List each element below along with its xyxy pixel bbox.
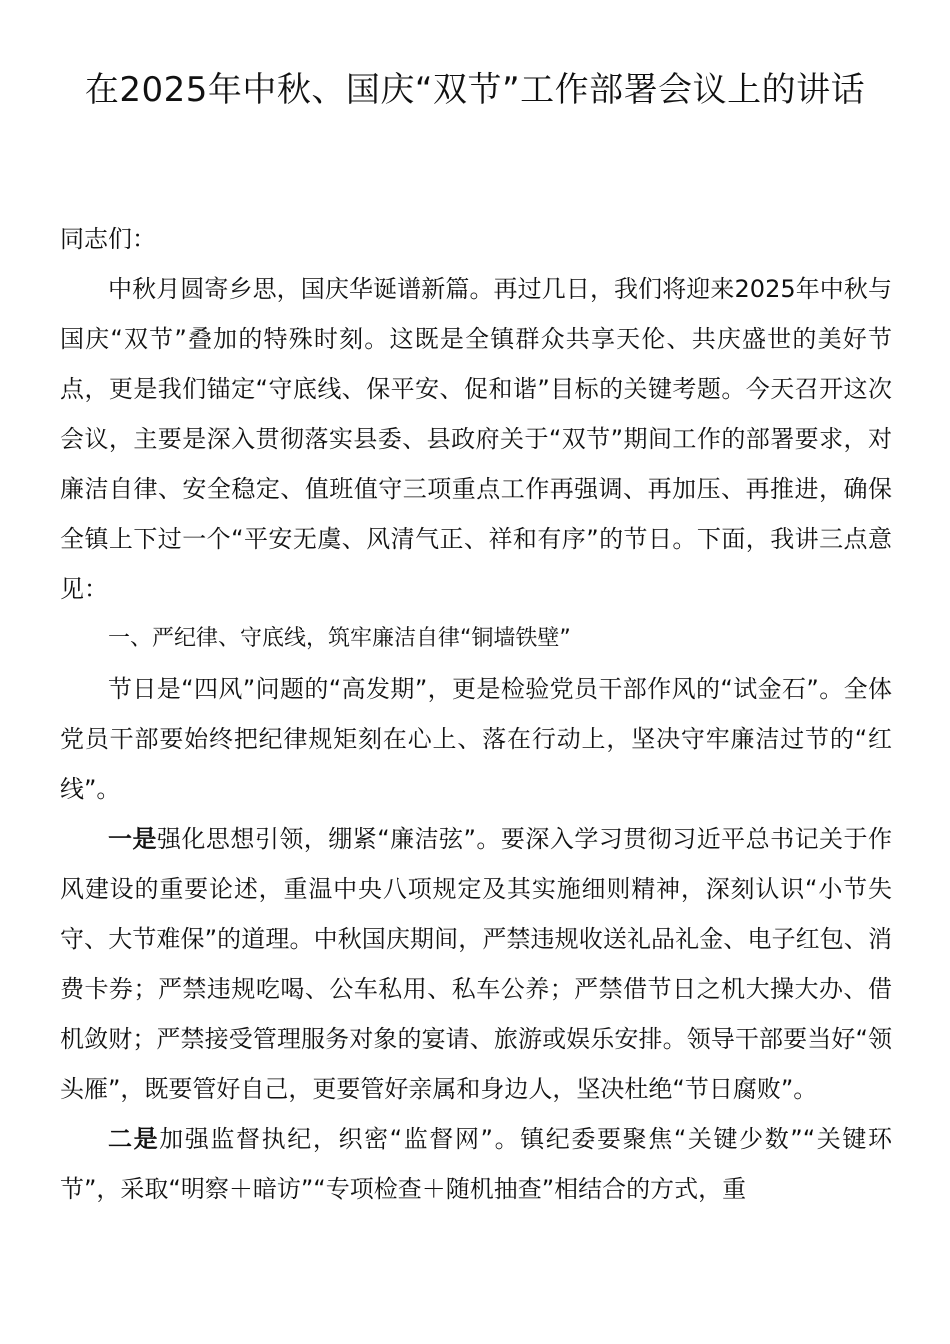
point-1-lead: 一是 bbox=[108, 825, 157, 853]
intro-paragraph: 中秋月圆寄乡思，国庆华诞谱新篇。再过几日，我们将迎来2025年中秋与国庆“双节”叠加的特殊时刻。这既是全镇群众共享天伦、共庆盛世的美好节点，更是我们锚定“守底线、保平安、促和谐”目标的关键考题。今天召开这次会议，主要是深入贯彻落实县委、县政府关于“双节”期间工作的部署要求，对廉洁自律、安全稳定、值班值守三项重点工作再强调、再加压、再推进，确保全镇上下过一个“平安无虞、风清气正、祥和有序”的节日。下面，我讲三点意见： bbox=[60, 275, 892, 603]
document-title: 在2025年中秋、国庆“双节”工作部署会议上的讲话 bbox=[84, 70, 866, 110]
section-1-paragraph: 节日是“四风”问题的“高发期”，更是检验党员干部作风的“试金石”。全体党员干部要始终把纪律规矩刻在心上、落在行动上，坚决守牢廉洁过节的“红线”。 bbox=[60, 675, 892, 803]
point-1-paragraph bbox=[60, 814, 892, 1114]
salutation: 同志们： bbox=[60, 225, 156, 253]
point-2-lead: 二是 bbox=[108, 1125, 160, 1153]
section-heading-1: 一、严纪律、守底线，筑牢廉洁自律“铜墙铁壁” bbox=[108, 626, 571, 651]
point-2-paragraph bbox=[60, 1114, 892, 1214]
document-body bbox=[60, 214, 892, 1214]
point-2-text: 加强监督执纪，织密“监督网”。镇纪委要聚焦“关键少数”“关键环节”，采取“明察＋暗访”“专项检查＋随机抽查”相结合的方式，重 bbox=[60, 1125, 892, 1203]
point-1-text: 强化思想引领，绷紧“廉洁弦”。要深入学习贯彻习近平总书记关于作风建设的重要论述，重温中央八项规定及其实施细则精神，深刻认识“小节失守、大节难保”的道理。中秋国庆期间，严禁违规收送礼品礼金、电子红包、消费卡券；严禁违规吃喝、公车私用、私车公养；严禁借节日之机大操大办、借机敛财；严禁接受管理服务对象的宴请、旅游或娱乐安排。领导干部要当好“领头雁”，既要管好自己，更要管好亲属和身边人，坚决杜绝“节日腐败”。 bbox=[60, 825, 892, 1103]
